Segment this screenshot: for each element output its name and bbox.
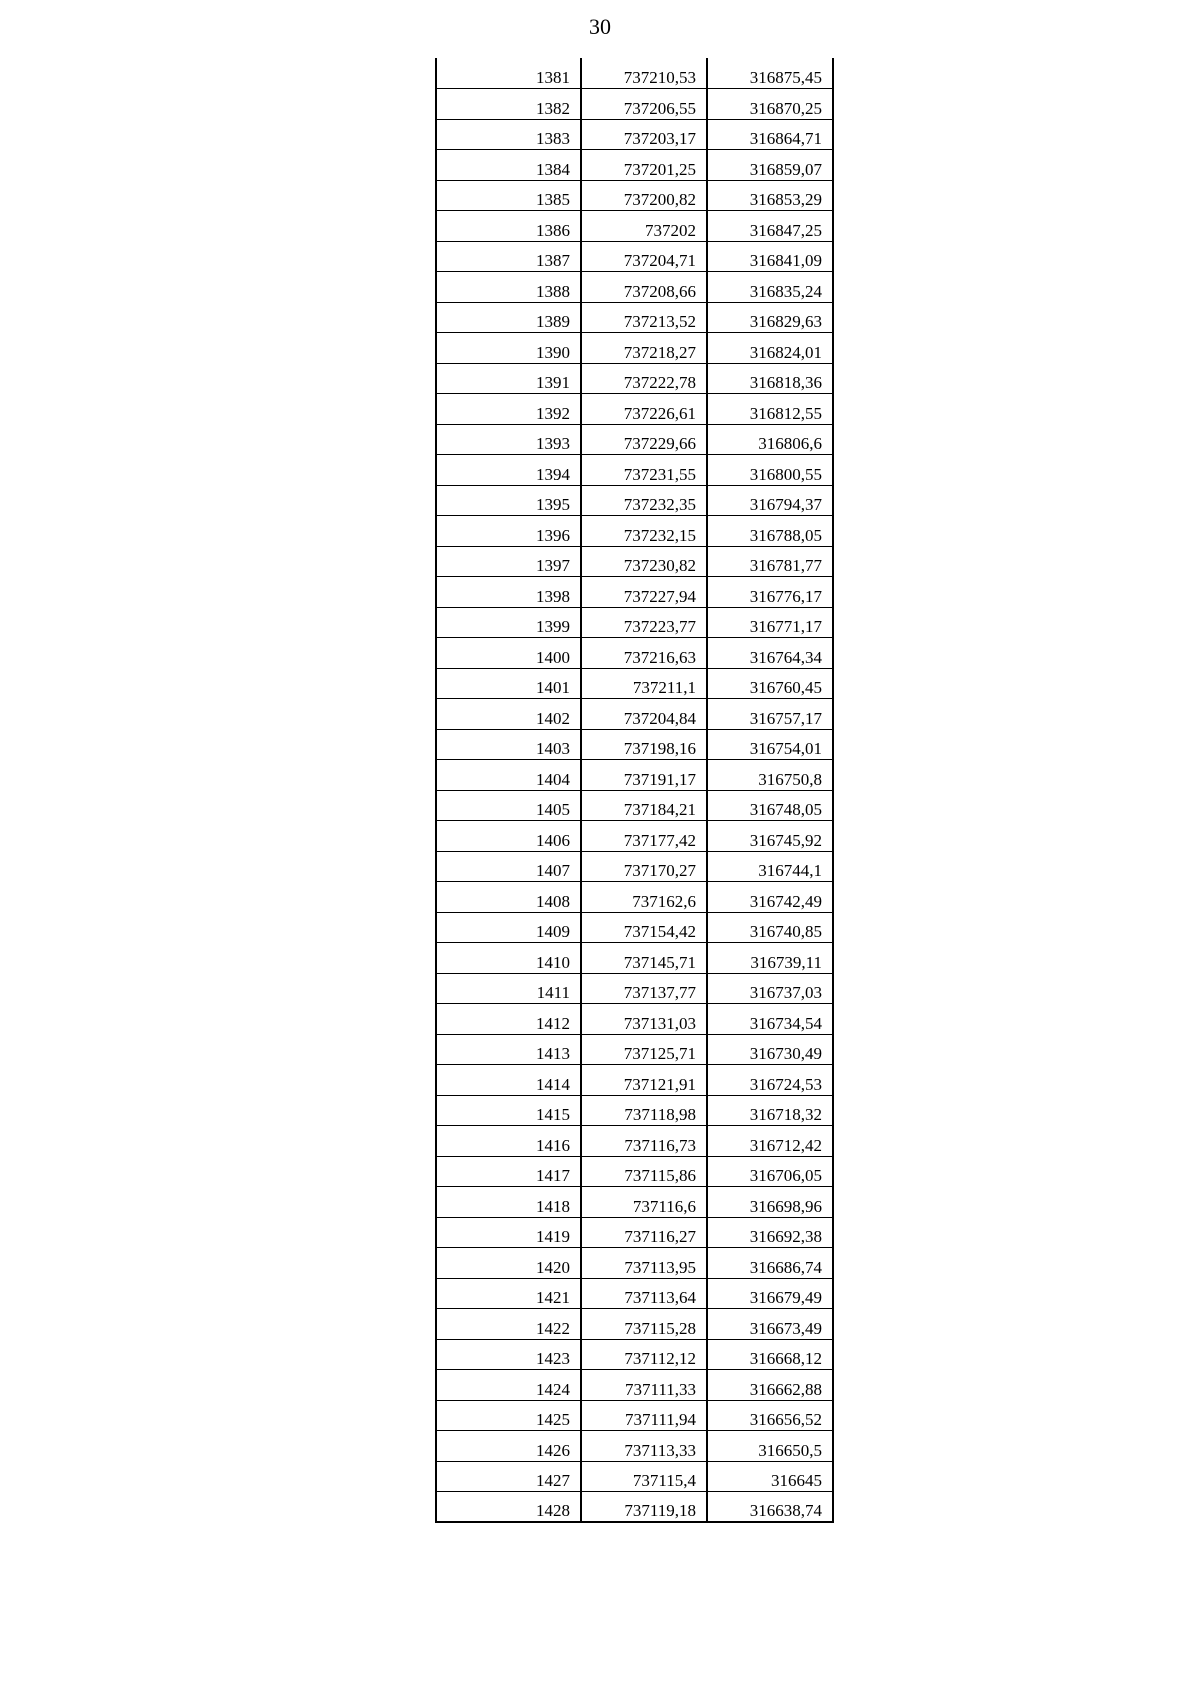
x-coordinate-cell: 737154,42 <box>581 912 707 943</box>
y-coordinate-cell: 316638,74 <box>707 1492 833 1523</box>
point-number-cell: 1407 <box>436 851 581 882</box>
x-coordinate-cell: 737227,94 <box>581 577 707 608</box>
point-number-cell: 1420 <box>436 1248 581 1279</box>
table-row <box>436 668 833 699</box>
x-coordinate-cell: 737116,27 <box>581 1217 707 1248</box>
y-coordinate-cell: 316645 <box>707 1461 833 1492</box>
y-coordinate-cell: 316853,29 <box>707 180 833 211</box>
table-row <box>436 577 833 608</box>
table-row <box>436 272 833 303</box>
y-coordinate-cell: 316692,38 <box>707 1217 833 1248</box>
table-row <box>436 1065 833 1096</box>
point-number-cell: 1408 <box>436 882 581 913</box>
y-coordinate-cell: 316668,12 <box>707 1339 833 1370</box>
point-number-cell: 1394 <box>436 455 581 486</box>
y-coordinate-cell: 316800,55 <box>707 455 833 486</box>
x-coordinate-cell: 737226,61 <box>581 394 707 425</box>
y-coordinate-cell: 316656,52 <box>707 1400 833 1431</box>
coordinates-table <box>435 58 834 1523</box>
point-number-cell: 1421 <box>436 1278 581 1309</box>
table-row <box>436 119 833 150</box>
table-row <box>436 851 833 882</box>
y-coordinate-cell: 316794,37 <box>707 485 833 516</box>
x-coordinate-cell: 737206,55 <box>581 89 707 120</box>
table-row <box>436 760 833 791</box>
point-number-cell: 1415 <box>436 1095 581 1126</box>
y-coordinate-cell: 316650,5 <box>707 1431 833 1462</box>
y-coordinate-cell: 316760,45 <box>707 668 833 699</box>
y-coordinate-cell: 316776,17 <box>707 577 833 608</box>
table-row <box>436 729 833 760</box>
table-row <box>436 1492 833 1523</box>
point-number-cell: 1410 <box>436 943 581 974</box>
table-row <box>436 89 833 120</box>
point-number-cell: 1401 <box>436 668 581 699</box>
x-coordinate-cell: 737113,64 <box>581 1278 707 1309</box>
x-coordinate-cell: 737125,71 <box>581 1034 707 1065</box>
table-row <box>436 1400 833 1431</box>
point-number-cell: 1413 <box>436 1034 581 1065</box>
table-row <box>436 1278 833 1309</box>
table-row <box>436 821 833 852</box>
y-coordinate-cell: 316718,32 <box>707 1095 833 1126</box>
y-coordinate-cell: 316724,53 <box>707 1065 833 1096</box>
x-coordinate-cell: 737204,84 <box>581 699 707 730</box>
table-row <box>436 607 833 638</box>
point-number-cell: 1385 <box>436 180 581 211</box>
table-row <box>436 1034 833 1065</box>
x-coordinate-cell: 737191,17 <box>581 760 707 791</box>
y-coordinate-cell: 316771,17 <box>707 607 833 638</box>
x-coordinate-cell: 737115,28 <box>581 1309 707 1340</box>
y-coordinate-cell: 316737,03 <box>707 973 833 1004</box>
point-number-cell: 1417 <box>436 1156 581 1187</box>
y-coordinate-cell: 316812,55 <box>707 394 833 425</box>
y-coordinate-cell: 316742,49 <box>707 882 833 913</box>
point-number-cell: 1398 <box>436 577 581 608</box>
y-coordinate-cell: 316679,49 <box>707 1278 833 1309</box>
x-coordinate-cell: 737198,16 <box>581 729 707 760</box>
x-coordinate-cell: 737203,17 <box>581 119 707 150</box>
y-coordinate-cell: 316757,17 <box>707 699 833 730</box>
point-number-cell: 1406 <box>436 821 581 852</box>
table-row <box>436 1156 833 1187</box>
y-coordinate-cell: 316673,49 <box>707 1309 833 1340</box>
table-row <box>436 394 833 425</box>
x-coordinate-cell: 737230,82 <box>581 546 707 577</box>
x-coordinate-cell: 737208,66 <box>581 272 707 303</box>
table-body <box>436 58 833 1522</box>
point-number-cell: 1423 <box>436 1339 581 1370</box>
point-number-cell: 1409 <box>436 912 581 943</box>
y-coordinate-cell: 316841,09 <box>707 241 833 272</box>
point-number-cell: 1387 <box>436 241 581 272</box>
point-number-cell: 1381 <box>436 58 581 89</box>
table-row <box>436 912 833 943</box>
table-row <box>436 882 833 913</box>
point-number-cell: 1384 <box>436 150 581 181</box>
x-coordinate-cell: 737218,27 <box>581 333 707 364</box>
y-coordinate-cell: 316806,6 <box>707 424 833 455</box>
point-number-cell: 1388 <box>436 272 581 303</box>
y-coordinate-cell: 316835,24 <box>707 272 833 303</box>
point-number-cell: 1405 <box>436 790 581 821</box>
table-row <box>436 424 833 455</box>
table-row <box>436 790 833 821</box>
point-number-cell: 1411 <box>436 973 581 1004</box>
x-coordinate-cell: 737121,91 <box>581 1065 707 1096</box>
point-number-cell: 1400 <box>436 638 581 669</box>
table-row <box>436 1095 833 1126</box>
x-coordinate-cell: 737231,55 <box>581 455 707 486</box>
point-number-cell: 1427 <box>436 1461 581 1492</box>
table-row <box>436 943 833 974</box>
y-coordinate-cell: 316754,01 <box>707 729 833 760</box>
y-coordinate-cell: 316712,42 <box>707 1126 833 1157</box>
x-coordinate-cell: 737115,4 <box>581 1461 707 1492</box>
x-coordinate-cell: 737213,52 <box>581 302 707 333</box>
y-coordinate-cell: 316847,25 <box>707 211 833 242</box>
y-coordinate-cell: 316748,05 <box>707 790 833 821</box>
point-number-cell: 1393 <box>436 424 581 455</box>
x-coordinate-cell: 737131,03 <box>581 1004 707 1035</box>
y-coordinate-cell: 316781,77 <box>707 546 833 577</box>
table-row <box>436 150 833 181</box>
table-row <box>436 546 833 577</box>
table-row <box>436 1461 833 1492</box>
point-number-cell: 1390 <box>436 333 581 364</box>
x-coordinate-cell: 737210,53 <box>581 58 707 89</box>
point-number-cell: 1419 <box>436 1217 581 1248</box>
x-coordinate-cell: 737223,77 <box>581 607 707 638</box>
x-coordinate-cell: 737119,18 <box>581 1492 707 1523</box>
y-coordinate-cell: 316818,36 <box>707 363 833 394</box>
x-coordinate-cell: 737211,1 <box>581 668 707 699</box>
x-coordinate-cell: 737232,15 <box>581 516 707 547</box>
y-coordinate-cell: 316870,25 <box>707 89 833 120</box>
table-row <box>436 1004 833 1035</box>
table-row <box>436 241 833 272</box>
point-number-cell: 1382 <box>436 89 581 120</box>
y-coordinate-cell: 316730,49 <box>707 1034 833 1065</box>
y-coordinate-cell: 316686,74 <box>707 1248 833 1279</box>
x-coordinate-cell: 737232,35 <box>581 485 707 516</box>
table-row <box>436 58 833 89</box>
table-row <box>436 1431 833 1462</box>
x-coordinate-cell: 737116,73 <box>581 1126 707 1157</box>
table-row <box>436 333 833 364</box>
y-coordinate-cell: 316764,34 <box>707 638 833 669</box>
x-coordinate-cell: 737202 <box>581 211 707 242</box>
table-row <box>436 1126 833 1157</box>
y-coordinate-cell: 316788,05 <box>707 516 833 547</box>
y-coordinate-cell: 316662,88 <box>707 1370 833 1401</box>
point-number-cell: 1403 <box>436 729 581 760</box>
table-row <box>436 1187 833 1218</box>
table-row <box>436 455 833 486</box>
y-coordinate-cell: 316734,54 <box>707 1004 833 1035</box>
point-number-cell: 1386 <box>436 211 581 242</box>
y-coordinate-cell: 316739,11 <box>707 943 833 974</box>
y-coordinate-cell: 316864,71 <box>707 119 833 150</box>
table-row <box>436 302 833 333</box>
y-coordinate-cell: 316706,05 <box>707 1156 833 1187</box>
y-coordinate-cell: 316875,45 <box>707 58 833 89</box>
x-coordinate-cell: 737145,71 <box>581 943 707 974</box>
x-coordinate-cell: 737170,27 <box>581 851 707 882</box>
x-coordinate-cell: 737177,42 <box>581 821 707 852</box>
y-coordinate-cell: 316698,96 <box>707 1187 833 1218</box>
x-coordinate-cell: 737111,94 <box>581 1400 707 1431</box>
table-row <box>436 1217 833 1248</box>
point-number-cell: 1399 <box>436 607 581 638</box>
point-number-cell: 1416 <box>436 1126 581 1157</box>
x-coordinate-cell: 737118,98 <box>581 1095 707 1126</box>
point-number-cell: 1402 <box>436 699 581 730</box>
x-coordinate-cell: 737113,95 <box>581 1248 707 1279</box>
table-row <box>436 180 833 211</box>
x-coordinate-cell: 737201,25 <box>581 150 707 181</box>
x-coordinate-cell: 737216,63 <box>581 638 707 669</box>
point-number-cell: 1428 <box>436 1492 581 1523</box>
y-coordinate-cell: 316829,63 <box>707 302 833 333</box>
x-coordinate-cell: 737113,33 <box>581 1431 707 1462</box>
point-number-cell: 1389 <box>436 302 581 333</box>
table-row <box>436 699 833 730</box>
point-number-cell: 1397 <box>436 546 581 577</box>
table-row <box>436 1339 833 1370</box>
table-row <box>436 1370 833 1401</box>
point-number-cell: 1391 <box>436 363 581 394</box>
x-coordinate-cell: 737116,6 <box>581 1187 707 1218</box>
page-number: 30 <box>589 14 611 39</box>
x-coordinate-cell: 737137,77 <box>581 973 707 1004</box>
point-number-cell: 1383 <box>436 119 581 150</box>
y-coordinate-cell: 316824,01 <box>707 333 833 364</box>
x-coordinate-cell: 737111,33 <box>581 1370 707 1401</box>
table-row <box>436 211 833 242</box>
table-row <box>436 363 833 394</box>
y-coordinate-cell: 316750,8 <box>707 760 833 791</box>
y-coordinate-cell: 316859,07 <box>707 150 833 181</box>
table-row <box>436 973 833 1004</box>
point-number-cell: 1424 <box>436 1370 581 1401</box>
x-coordinate-cell: 737229,66 <box>581 424 707 455</box>
point-number-cell: 1395 <box>436 485 581 516</box>
point-number-cell: 1404 <box>436 760 581 791</box>
point-number-cell: 1422 <box>436 1309 581 1340</box>
table-row <box>436 1309 833 1340</box>
point-number-cell: 1392 <box>436 394 581 425</box>
table-row <box>436 1248 833 1279</box>
table-row <box>436 485 833 516</box>
table-row <box>436 516 833 547</box>
point-number-cell: 1425 <box>436 1400 581 1431</box>
point-number-cell: 1418 <box>436 1187 581 1218</box>
y-coordinate-cell: 316745,92 <box>707 821 833 852</box>
x-coordinate-cell: 737115,86 <box>581 1156 707 1187</box>
y-coordinate-cell: 316740,85 <box>707 912 833 943</box>
x-coordinate-cell: 737200,82 <box>581 180 707 211</box>
point-number-cell: 1396 <box>436 516 581 547</box>
y-coordinate-cell: 316744,1 <box>707 851 833 882</box>
point-number-cell: 1426 <box>436 1431 581 1462</box>
x-coordinate-cell: 737112,12 <box>581 1339 707 1370</box>
x-coordinate-cell: 737162,6 <box>581 882 707 913</box>
table-row <box>436 638 833 669</box>
x-coordinate-cell: 737204,71 <box>581 241 707 272</box>
x-coordinate-cell: 737184,21 <box>581 790 707 821</box>
point-number-cell: 1412 <box>436 1004 581 1035</box>
point-number-cell: 1414 <box>436 1065 581 1096</box>
x-coordinate-cell: 737222,78 <box>581 363 707 394</box>
